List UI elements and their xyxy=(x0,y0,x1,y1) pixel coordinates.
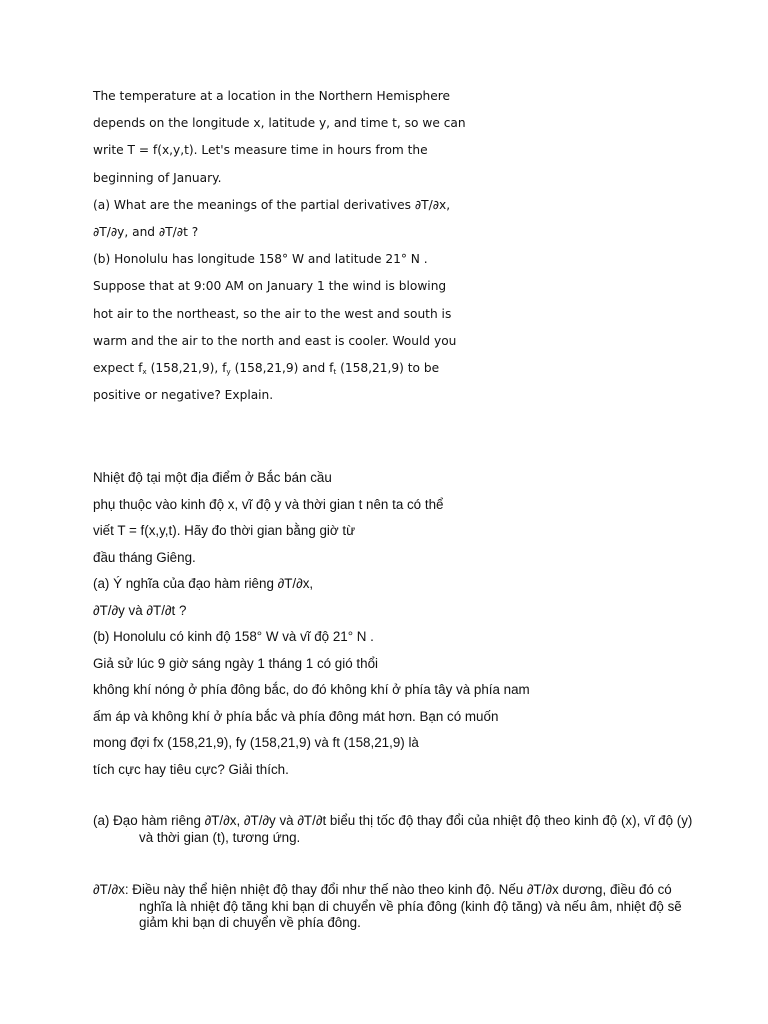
vietnamese-line: đầu tháng Giêng. xyxy=(93,549,196,565)
subscript-t: t xyxy=(333,366,337,376)
answer-a xyxy=(93,813,693,846)
vietnamese-line: mong đợi fx (158,21,9), fy (158,21,9) và ft (158,21,9) là xyxy=(93,735,419,750)
expect-text: (158,21,9), f xyxy=(146,360,227,375)
vietnamese-line: Nhiệt độ tại một địa điểm ở Bắc bán cầu xyxy=(93,470,332,485)
english-line: The temperature at a location in the Northern Hemisphere xyxy=(93,89,451,103)
answer-dx xyxy=(93,882,693,932)
english-problem xyxy=(93,88,693,414)
subscript-y: y xyxy=(226,366,231,376)
expect-text: (158,21,9) to be xyxy=(336,360,440,375)
english-line: hot air to the northeast, so the air to the west and south is xyxy=(93,306,452,321)
vietnamese-line: (a) Ý nghĩa của đạo hàm riêng ∂T/∂x, xyxy=(93,576,314,591)
vietnamese-line: ∂T/∂y và ∂T/∂t ? xyxy=(93,602,187,618)
english-line: write T = f(x,y,t). Let's measure time in hours from the xyxy=(93,143,428,158)
expect-text: expect f xyxy=(93,360,143,375)
vietnamese-line: Giả sử lúc 9 giờ sáng ngày 1 tháng 1 có gió thổi xyxy=(93,655,378,671)
english-line: depends on the longitude x, latitude y, and time t, so we can xyxy=(93,116,466,131)
english-line: Suppose that at 9:00 AM on January 1 the wind is blowing xyxy=(93,279,447,294)
english-line: (b) Honolulu has longitude 158° W and latitude 21° N . xyxy=(93,252,428,267)
expect-text: (158,21,9) and f xyxy=(230,360,334,375)
vietnamese-line: ấm áp và không khí ở phía bắc và phía đông mát hơn. Bạn có muốn xyxy=(93,708,499,724)
vietnamese-line: viết T = f(x,y,t). Hãy đo thời gian bằng giờ từ xyxy=(93,523,356,538)
english-line: (a) What are the meanings of the partial derivatives ∂T/∂x, xyxy=(93,197,451,212)
vietnamese-line: phụ thuộc vào kinh độ x, vĩ độ y và thời gian t nên ta có thể xyxy=(93,496,444,512)
vietnamese-problem xyxy=(93,469,713,787)
english-line: warm and the air to the north and east is cooler. Would you xyxy=(93,333,457,348)
answer-dx-text: ∂T/∂x: Điều này thể hiện nhiệt độ thay đổi như thế nào theo kinh độ. Nếu ∂T/∂x dương, điều đó có nghĩa là nhiệt độ tăng khi bạn di chuyển về phía đông (kinh độ tăng) và nếu âm, nhiệt độ sẽ giảm khi bạn di chuyển về phía đông. xyxy=(93,882,682,930)
english-expect-line xyxy=(93,360,693,387)
english-line: ∂T/∂y, and ∂T/∂t ? xyxy=(93,224,199,239)
subscript-x: x xyxy=(142,366,147,376)
english-line: positive or negative? Explain. xyxy=(93,388,274,403)
english-line: beginning of January. xyxy=(93,170,222,185)
vietnamese-line: (b) Honolulu có kinh độ 158° W và vĩ độ 21° N . xyxy=(93,629,374,644)
vietnamese-line: không khí nóng ở phía đông bắc, do đó không khí ở phía tây và phía nam xyxy=(93,682,530,697)
answer-a-text: (a) Đạo hàm riêng ∂T/∂x, ∂T/∂y và ∂T/∂t biểu thị tốc độ thay đổi của nhiệt độ theo kinh độ (x), vĩ độ (y) và thời gian (t), tương ứng. xyxy=(93,813,693,845)
vietnamese-line: tích cực hay tiêu cực? Giải thích. xyxy=(93,761,289,777)
